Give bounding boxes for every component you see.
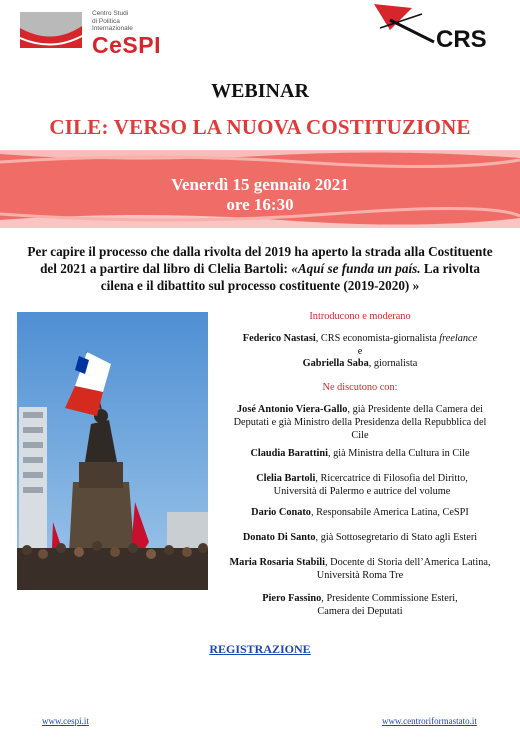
discussant-name: Claudia Barattini <box>250 448 328 459</box>
discussant-role: , Ricercatrice di Filosofia del Diritto, Università di Palermo e autrice del volume <box>273 473 468 497</box>
crs-website-link[interactable]: www.centroriformastato.it <box>382 716 477 726</box>
date-time-block <box>0 175 520 215</box>
moderator-1 <box>215 332 505 345</box>
discussant-role: , già Ministra della Cultura in Cile <box>327 448 470 459</box>
intro-text: Per capire il processo che dalla rivolta del 2019 ha aperto la strada alla Costituente del 2021 a partire dal libro di Clelia Bartoli: <box>27 244 493 276</box>
discussants-label: Ne discutono con: <box>322 382 398 393</box>
discussant-item <box>215 531 505 544</box>
intro-text-end: La rivolta cilena e il dibattito sul processo costituente (2019-2020) » <box>100 261 480 293</box>
moderator-name: Federico Nastasi <box>242 333 316 344</box>
moderators-label: Introducono e moderano <box>309 311 411 322</box>
discussant-name: Donato Di Santo <box>242 532 316 543</box>
discussant-role: , Responsabile America Latina, CeSPI <box>310 507 469 518</box>
protest-photo <box>17 312 208 590</box>
moderator-role-italic: freelance <box>439 333 478 344</box>
crs-arrow-icon <box>372 2 442 52</box>
cespi-wordmark: CeSPI <box>92 32 161 58</box>
cespi-logo <box>18 6 161 58</box>
discussant-name: Dario Conato <box>251 507 311 518</box>
moderator-2 <box>215 357 505 370</box>
cespi-subtitle-line: di Politica <box>92 17 120 25</box>
cespi-subtitle-line: Centro Studi <box>92 10 129 17</box>
moderators-conjunction: e <box>357 346 363 357</box>
cespi-subtitle-line: Internazionale <box>92 25 133 32</box>
book-title: «Aquí se funda un país. <box>291 261 421 276</box>
webinar-label: WEBINAR <box>211 80 309 102</box>
crs-logo <box>372 2 504 54</box>
discussant-item <box>240 472 484 498</box>
discussant-role: , già Presidente della Camera dei Deputati e già Ministro della Presidenza della Repubblica del Cile <box>233 404 487 441</box>
registration-link[interactable]: REGISTRAZIONE <box>209 642 311 656</box>
moderator-name: Gabriella Saba <box>302 358 369 369</box>
moderator-role: , giornalista <box>368 358 418 369</box>
discussant-role: , Docente di Storia dell’America Latina, Università Roma Tre <box>316 557 491 581</box>
discussant-role: , già Sottosegretario di Stato agli Esteri <box>315 532 478 543</box>
crs-wordmark: CRS <box>436 26 487 53</box>
moderator-role: , CRS economista-giornalista <box>315 333 440 344</box>
event-title: CILE: VERSO LA NUOVA COSTITUZIONE <box>49 115 471 139</box>
discussant-name: Maria Rosaria Stabili <box>229 557 325 568</box>
discussant-name: Piero Fassino <box>262 593 322 604</box>
discussant-item <box>250 592 470 618</box>
discussant-role: , Presidente Commissione Esteri, Camera dei Deputati <box>317 593 458 617</box>
discussant-name: Clelia Bartoli <box>256 473 316 484</box>
cespi-swoosh-icon <box>18 8 84 50</box>
cespi-subtitle <box>92 10 133 33</box>
cespi-website-link[interactable]: www.cespi.it <box>42 716 89 726</box>
discussant-item <box>215 506 505 519</box>
discussant-item <box>222 556 498 582</box>
event-time: ore 16:30 <box>226 195 294 214</box>
intro-paragraph <box>22 243 498 294</box>
discussant-item <box>215 447 505 460</box>
discussant-name: José Antonio Viera-Gallo <box>237 404 348 415</box>
discussant-item <box>228 403 492 442</box>
event-date: Venerdì 15 gennaio 2021 <box>171 175 349 194</box>
